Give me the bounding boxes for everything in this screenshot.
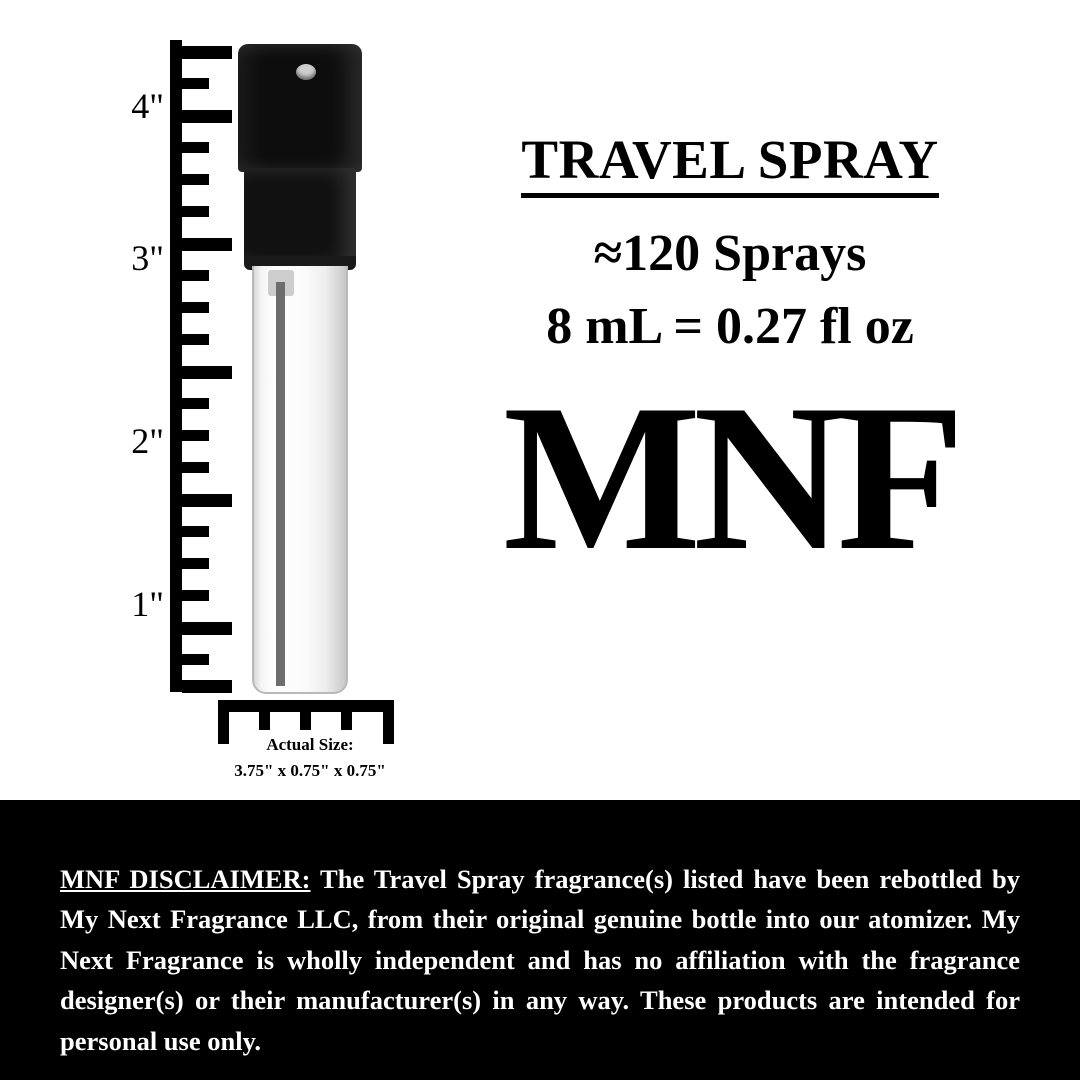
ruler-tick-minor [182,334,209,345]
ruler-tick-major [182,110,232,123]
ruler-tick-major [182,622,232,635]
bottle-dip-tube [276,282,285,686]
ruler-tick-minor [182,526,209,537]
ruler-tick-minor [182,78,209,89]
ruler-label-4in: 4" [131,86,164,126]
width-tick-minor [259,712,270,730]
volume-text: 8 mL = 0.27 fl oz [546,298,914,356]
actual-size-label: Actual Size: [266,735,354,754]
travel-spray-bottle [232,44,368,694]
product-title: TRAVEL SPRAY [521,130,938,198]
disclaimer-body: The Travel Spray fragrance(s) listed have been rebottled by My Next Fragrance LLC, from their original genuine bottle into our atomizer. My Next Fragrance is wholly independent and has no affiliation with the fragrance designer(s) or their manufacturer(s) in any way. These products are intended for personal use only. [60,863,1020,1056]
ruler-tick-minor [182,142,209,153]
ruler-tick-major [182,366,232,379]
brand-logo-mnf: MNF [502,362,958,595]
ruler-tick-minor [182,558,209,569]
bottle-pump-collar [244,168,356,266]
ruler-tick-minor [182,270,209,281]
ruler-tick-minor [182,174,209,185]
ruler-tick-major [182,46,232,59]
ruler-label-2in: 2" [131,421,164,461]
ruler-label-1in: 1" [131,584,164,624]
ruler-tick-major [182,238,232,251]
ruler-tick-minor [182,462,209,473]
width-ruler-spine [218,700,394,712]
actual-size-caption [150,732,470,783]
width-tick-minor [300,712,311,730]
disclaimer-text [60,859,1020,1062]
ruler-tick-minor [182,590,209,601]
ruler-spine [170,40,182,692]
ruler-tick-major [182,680,232,693]
ruler-label-3in: 3" [131,238,164,278]
ruler-tick-minor [182,430,209,441]
ruler-tick-major [182,494,232,507]
disclaimer-bar [0,800,1080,1080]
cap-spray-hole [296,64,316,80]
ruler-tick-minor [182,302,209,313]
bottle-cap [238,44,362,172]
ruler-tick-minor [182,398,209,409]
product-info-block [420,129,1040,595]
disclaimer-label: MNF DISCLAIMER: [60,863,311,894]
width-tick-minor [341,712,352,730]
ruler-tick-minor [182,654,209,665]
bottle-glass-body [252,266,348,694]
spray-count: ≈120 Sprays [593,224,867,282]
actual-size-dimensions: 3.75" x 0.75" x 0.75" [234,760,386,780]
ruler-tick-minor [182,206,209,217]
